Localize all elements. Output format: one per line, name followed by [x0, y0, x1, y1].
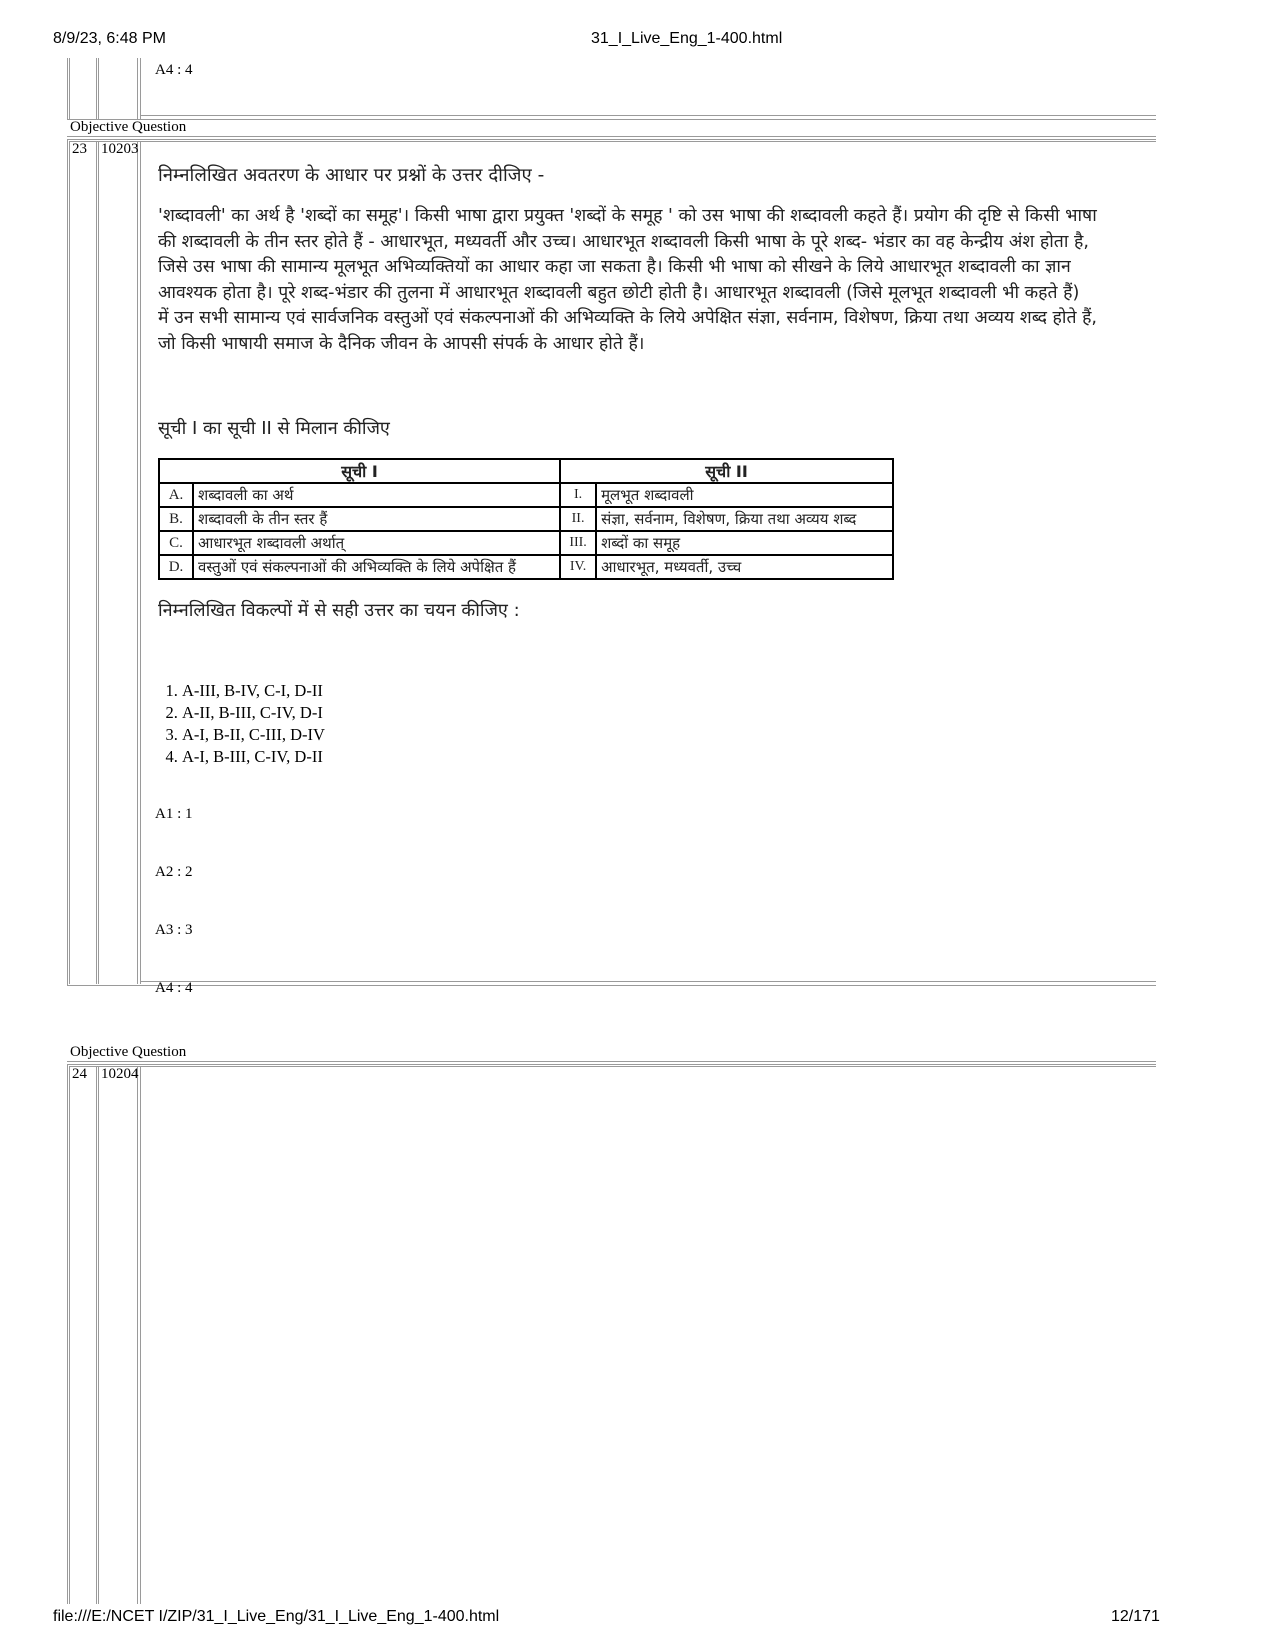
list-1-key: A. [159, 483, 193, 507]
passage-line: जिसे उस भाषा की सामान्य मूलभूत अभिव्यक्तियों का आधार कहा जा सकता है। किसी भी भाषा को सीखने के लिये आधारभूत शब्दावली का ज्ञान [158, 257, 1071, 278]
list-1-key: D. [159, 555, 193, 579]
list-1-key: B. [159, 507, 193, 531]
list-1-item: शब्दावली का अर्थ [193, 483, 560, 507]
list-2-item: मूलभूत शब्दावली [596, 483, 893, 507]
list-1-item: वस्तुओं एवं संकल्पनाओं की अभिव्यक्ति के लिये अपेक्षित हैं [193, 555, 560, 579]
match-table [158, 458, 894, 580]
option-item: 3. A-I, B-II, C-III, D-IV [182, 724, 325, 746]
answer-a1: A1 : 1 [155, 806, 193, 822]
answer-a3: A3 : 3 [155, 922, 193, 938]
file-path: file:///E:/NCET I/ZIP/31_I_Live_Eng/31_I_Live_Eng_1-400.html [53, 1608, 500, 1625]
print-datetime: 8/9/23, 6:48 PM [53, 30, 166, 47]
list-2-item: शब्दों का समूह [596, 531, 893, 555]
section-label: Objective Question [70, 1044, 187, 1060]
table-row [159, 555, 893, 579]
passage-line: जो किसी भाषायी समाज के दैनिक जीवन के आपसी संपर्क के आधार होते हैं। [158, 333, 645, 354]
question-number: 23 [72, 141, 87, 157]
prev-answer-a4: A4 : 4 [155, 62, 193, 78]
list-2-header: सूची II [560, 459, 893, 483]
list-2-key: I. [560, 483, 596, 507]
passage [158, 204, 1188, 358]
list-1-item: शब्दावली के तीन स्तर हैं [193, 507, 560, 531]
passage-line: 'शब्दावली' का अर्थ है 'शब्दों का समूह'। किसी भाषा द्वारा प्रयुक्त 'शब्दों के समूह ' को उस भाषा की शब्दावली कहते हैं। प्रयोग की दृष्टि से किसी भाषा [158, 206, 1097, 226]
print-title: 31_I_Live_Eng_1-400.html [591, 30, 783, 47]
list-2-key: III. [560, 531, 596, 555]
table-row [159, 507, 893, 531]
list-1-header: सूची I [159, 459, 560, 483]
list-1-item: आधारभूत शब्दावली अर्थात् [193, 531, 560, 555]
answer-a4: A4 : 4 [155, 980, 193, 996]
choose-instruction: निम्नलिखित विकल्पों में से सही उत्तर का चयन कीजिए : [158, 600, 520, 621]
section-label: Objective Question [70, 119, 187, 135]
list-2-item: आधारभूत, मध्यवर्ती, उच्च [596, 555, 893, 579]
list-2-key: II. [560, 507, 596, 531]
option-item: 1. A-III, B-IV, C-I, D-II [182, 680, 325, 702]
passage-line: में उन सभी सामान्य एवं सार्वजनिक वस्तुओं एवं संकल्पनाओं की अभिव्यक्ति के लिये अपेक्षित संज्ञा, सर्वनाम, विशेषण, क्रिया तथा अव्यय शब्द होते हैं, [158, 308, 1098, 329]
table-row [159, 483, 893, 507]
question-number: 24 [72, 1066, 87, 1082]
match-instruction: सूची I का सूची II से मिलान कीजिए [158, 418, 390, 439]
option-item: 4. A-I, B-III, C-IV, D-II [182, 746, 325, 768]
list-1-key: C. [159, 531, 193, 555]
answer-a2: A2 : 2 [155, 864, 193, 880]
passage-line: की शब्दावली के तीन स्तर होते हैं - आधारभूत, मध्यवर्ती और उच्च। आधारभूत शब्दावली किसी भाषा के पूरे शब्द- भंडार का वह केन्द्रीय अंश होता है, [158, 231, 1089, 252]
passage-line: आवश्यक होता है। पूरे शब्द-भंडार की तुलना में आधारभूत शब्दावली बहुत छोटी होती है। आधारभूत शब्दावली (जिसे मूलभूत शब्दावली भी कहते हैं) [158, 282, 1080, 303]
question-id: 10204 [101, 1066, 139, 1082]
table-row [159, 531, 893, 555]
option-item: 2. A-II, B-III, C-IV, D-I [182, 702, 325, 724]
list-2-key: IV. [560, 555, 596, 579]
list-2-item: संज्ञा, सर्वनाम, विशेषण, क्रिया तथा अव्यय शब्द [596, 507, 893, 531]
question-title: निम्नलिखित अवतरण के आधार पर प्रश्नों के उत्तर दीजिए - [158, 165, 545, 186]
page-number: 12/171 [1111, 1608, 1160, 1625]
question-id: 10203 [101, 141, 139, 157]
options-list [158, 680, 325, 768]
match-table-header [159, 459, 893, 483]
